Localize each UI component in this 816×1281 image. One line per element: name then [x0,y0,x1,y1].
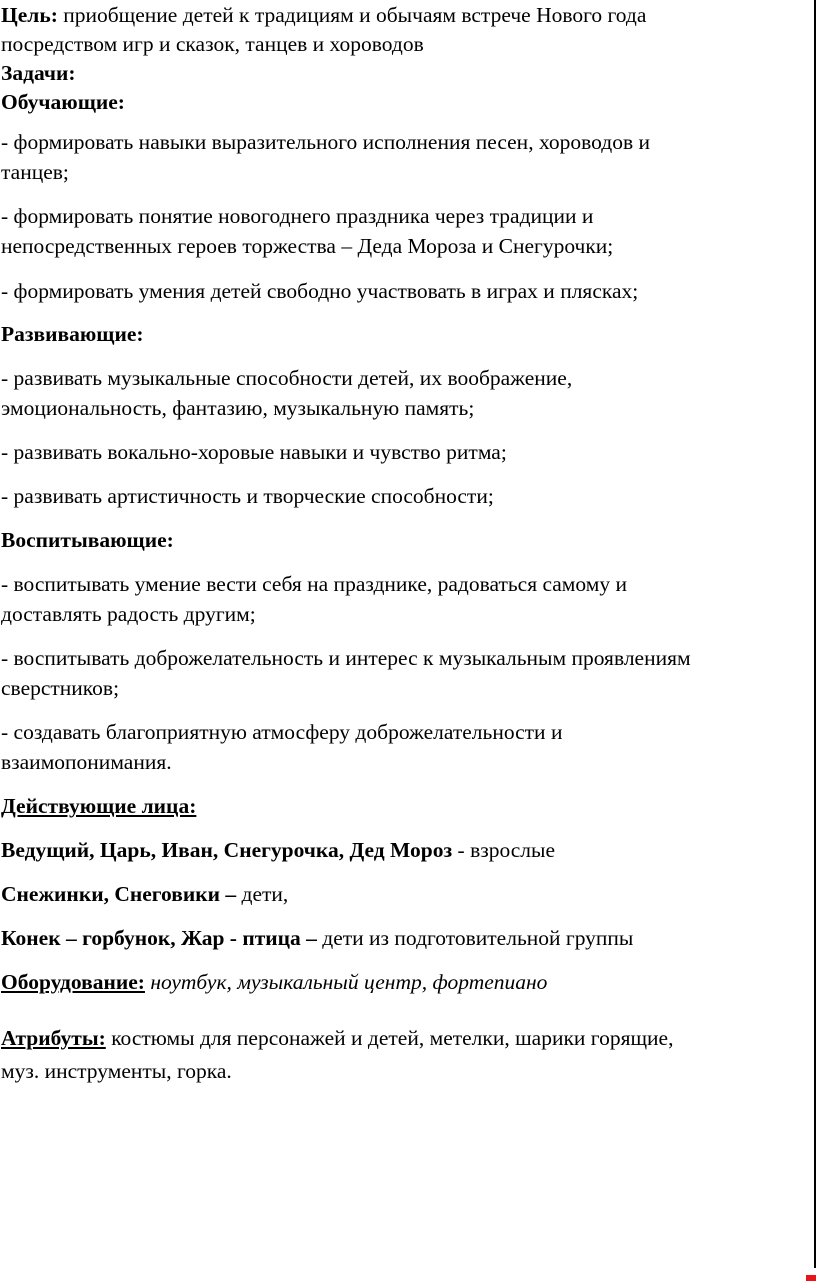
goal-line-1 [1,1,646,30]
developing-heading: Развивающие: [1,322,144,346]
developing-item-1-line-1: - развивать музыкальные способности детей, их воображение, [1,366,573,390]
developing-item-1-line-2: эмоциональность, фантазию, музыкальную память; [1,396,475,420]
characters-adults-note: - взрослые [452,838,556,862]
goal-label: Цель: [1,3,58,27]
characters-heading: Действующие лица: [1,794,197,818]
equipment-line [1,968,547,997]
goal-line-2: посредством игр и сказок, танцев и хороводов [1,32,424,56]
educating-item-2-line-1: - воспитывать доброжелательность и интерес к музыкальным проявлениям [1,646,691,670]
teaching-heading: Обучающие: [1,90,125,114]
teaching-item-1-line-1: - формировать навыки выразительного исполнения песен, хороводов и [1,130,650,154]
goal-text-1: приобщение детей к традициям и обычаям встрече Нового года [63,3,647,27]
educating-item-3-line-2: взаимопонимания. [1,750,172,774]
attributes-line-1 [1,1024,673,1053]
equipment-label: Оборудование: [1,970,145,994]
educating-item-2-line-2: сверстников; [1,676,120,700]
characters-group-names: Конек – горбунок, Жар - птица – [1,926,317,950]
educating-item-1-line-1: - воспитывать умение вести себя на празднике, радоваться самому и [1,572,627,596]
educating-item-1-line-2: доставлять радость другим; [1,602,256,626]
developing-item-3: - развивать артистичность и творческие способности; [1,484,494,508]
characters-group-note: дети из подготовительной группы [316,926,634,950]
characters-kids-names: Снежинки, Снеговики – [1,882,237,906]
teaching-item-2-line-1: - формировать понятие новогоднего праздника через традиции и [1,204,594,228]
equipment-value: ноутбук, музыкальный центр, фортепиано [144,970,548,994]
page-edge-marker [806,1275,816,1281]
developing-item-2: - развивать вокально-хоровые навыки и чувство ритма; [1,440,507,464]
teaching-item-1-line-2: танцев; [1,160,69,184]
characters-adults-line [1,836,555,865]
characters-kids-note: дети, [236,882,289,906]
attributes-line-2: муз. инструменты, горка. [1,1059,232,1083]
educating-item-3-line-1: - создавать благоприятную атмосферу доброжелательности и [1,720,563,744]
teaching-item-2-line-2: непосредственных героев торжества – Деда Мороза и Снегурочки; [1,234,614,258]
attributes-label: Атрибуты: [1,1026,106,1050]
tasks-heading: Задачи: [1,61,76,85]
educating-heading: Воспитывающие: [1,528,174,552]
characters-group-line [1,924,633,953]
characters-kids-line [1,880,288,909]
attributes-text-1: костюмы для персонажей и детей, метелки, шарики горящие, [105,1026,674,1050]
teaching-item-3: - формировать умения детей свободно участвовать в играх и плясках; [1,279,639,303]
characters-adults-names: Ведущий, Царь, Иван, Снегурочка, Дед Мороз [1,838,453,862]
